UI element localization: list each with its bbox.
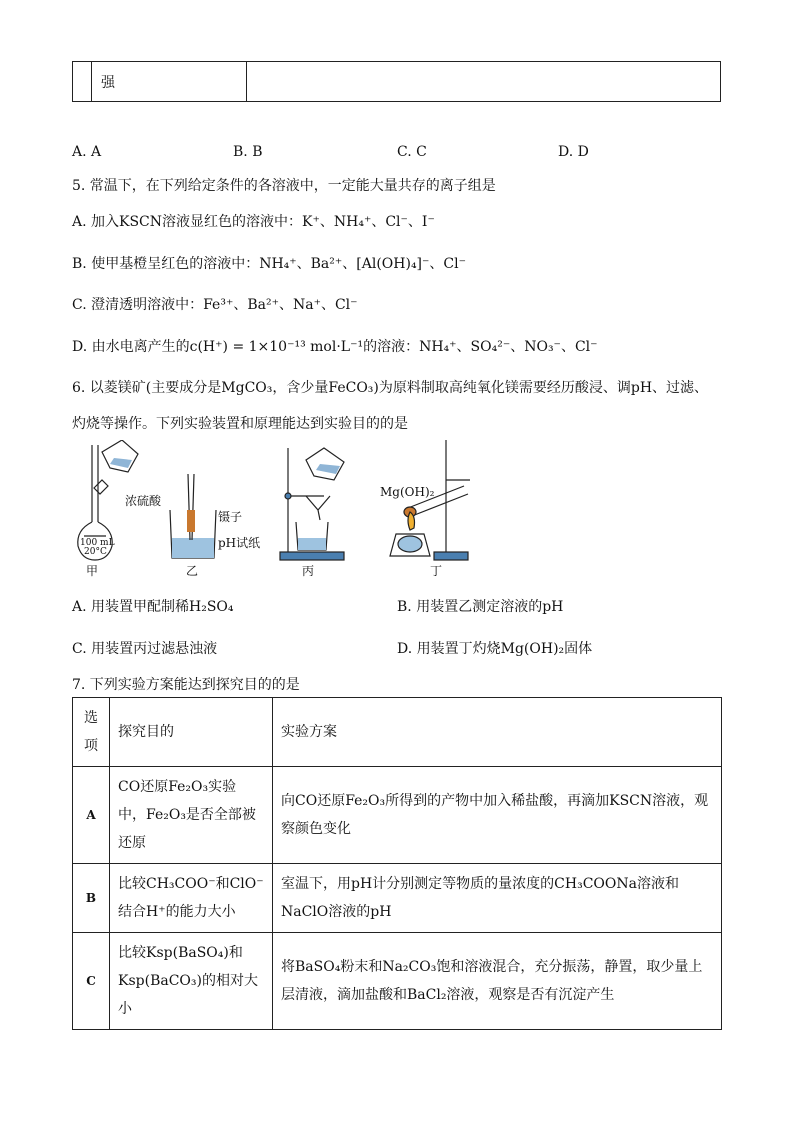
label-conc-acid: 浓硫酸 — [125, 494, 162, 508]
row-code: C — [73, 933, 110, 1030]
table-header-row — [73, 698, 722, 767]
header-purpose: 探究目的 — [110, 698, 273, 767]
table-row — [73, 933, 722, 1030]
apparatus-figure — [74, 440, 484, 580]
q7-stem: 7. 下列实验方案能达到探究目的的是 — [72, 677, 300, 693]
beaker-apparatus — [170, 474, 216, 558]
heating-apparatus — [390, 440, 470, 560]
label-ding: 丁 — [430, 564, 443, 578]
label-jia: 甲 — [86, 564, 99, 578]
q5-option-a[interactable]: A. 加入KSCN溶液显红色的溶液中：K⁺、NH₄⁺、Cl⁻、I⁻ — [72, 214, 435, 230]
row-code: B — [73, 864, 110, 933]
table-row — [73, 767, 722, 864]
header-option: 选项 — [73, 698, 110, 767]
q6-option-d[interactable]: D. 用装置丁灼烧Mg(OH)₂固体 — [397, 641, 593, 657]
q5-option-c[interactable]: C. 澄清透明溶液中：Fe³⁺、Ba²⁺、Na⁺、Cl⁻ — [72, 297, 358, 313]
label-flask-temp: 20°C — [84, 547, 107, 557]
row-purpose: CO还原Fe₂O₃实验中，Fe₂O₃是否全部被还原 — [110, 767, 273, 864]
row-code: A — [73, 767, 110, 864]
label-yi: 乙 — [186, 564, 199, 578]
table-divider — [246, 62, 247, 101]
table-row — [73, 864, 722, 933]
q5-stem: 5. 常温下，在下列给定条件的各溶液中，一定能大量共存的离子组是 — [72, 178, 496, 194]
label-ph-paper: pH试纸 — [218, 536, 261, 550]
label-bing: 丙 — [302, 564, 315, 578]
apparatus-drawing — [74, 440, 484, 580]
label-mg-oh: Mg(OH)₂ — [380, 485, 435, 499]
row-plan: 将BaSO₄粉末和Na₂CO₃饱和溶液混合，充分振荡，静置，取少量上层清液，滴加盐酸和BaCl₂溶液，观察是否有沉淀产生 — [273, 933, 722, 1030]
q6-option-a[interactable]: A. 用装置甲配制稀H₂SO₄ — [72, 599, 234, 615]
q4-option-a[interactable]: A. A — [72, 144, 102, 160]
q4-option-b[interactable]: B. B — [233, 144, 263, 160]
q4-option-d[interactable]: D. D — [558, 144, 589, 160]
q4-option-c[interactable]: C. C — [397, 144, 427, 160]
header-plan: 实验方案 — [273, 698, 722, 767]
label-flask-volume: 100 mL — [80, 538, 115, 548]
row-purpose: 比较Ksp(BaSO₄)和Ksp(BaCO₃)的相对大小 — [110, 933, 273, 1030]
filtration-apparatus — [280, 448, 344, 560]
q6-option-b[interactable]: B. 用装置乙测定溶液的pH — [397, 599, 564, 615]
experiment-table — [72, 697, 722, 1030]
q6-stem-line2: 灼烧等操作。下列实验装置和原理能达到实验目的的是 — [72, 416, 408, 432]
top-table — [72, 61, 721, 102]
label-tweezers: 镊子 — [218, 510, 243, 524]
table-cell: 强 — [101, 75, 115, 91]
row-plan: 室温下，用pH计分别测定等物质的量浓度的CH₃COONa溶液和NaClO溶液的pH — [273, 864, 722, 933]
q5-option-d[interactable]: D. 由水电离产生的c(H⁺) = 1×10⁻¹³ mol·L⁻¹的溶液：NH₄⁺、SO₄²⁻、NO₃⁻、Cl⁻ — [72, 339, 598, 355]
table-divider — [91, 62, 92, 101]
q6-option-c[interactable]: C. 用装置丙过滤悬浊液 — [72, 641, 218, 657]
row-plan: 向CO还原Fe₂O₃所得到的产物中加入稀盐酸，再滴加KSCN溶液，观察颜色变化 — [273, 767, 722, 864]
row-purpose: 比较CH₃COO⁻和ClO⁻结合H⁺的能力大小 — [110, 864, 273, 933]
q6-stem-line1: 6. 以菱镁矿(主要成分是MgCO₃，含少量FeCO₃)为原料制取高纯氧化镁需要经历酸浸、调pH、过滤、 — [72, 380, 709, 396]
q5-option-b[interactable]: B. 使甲基橙呈红色的溶液中：NH₄⁺、Ba²⁺、[Al(OH)₄]⁻、Cl⁻ — [72, 256, 466, 272]
